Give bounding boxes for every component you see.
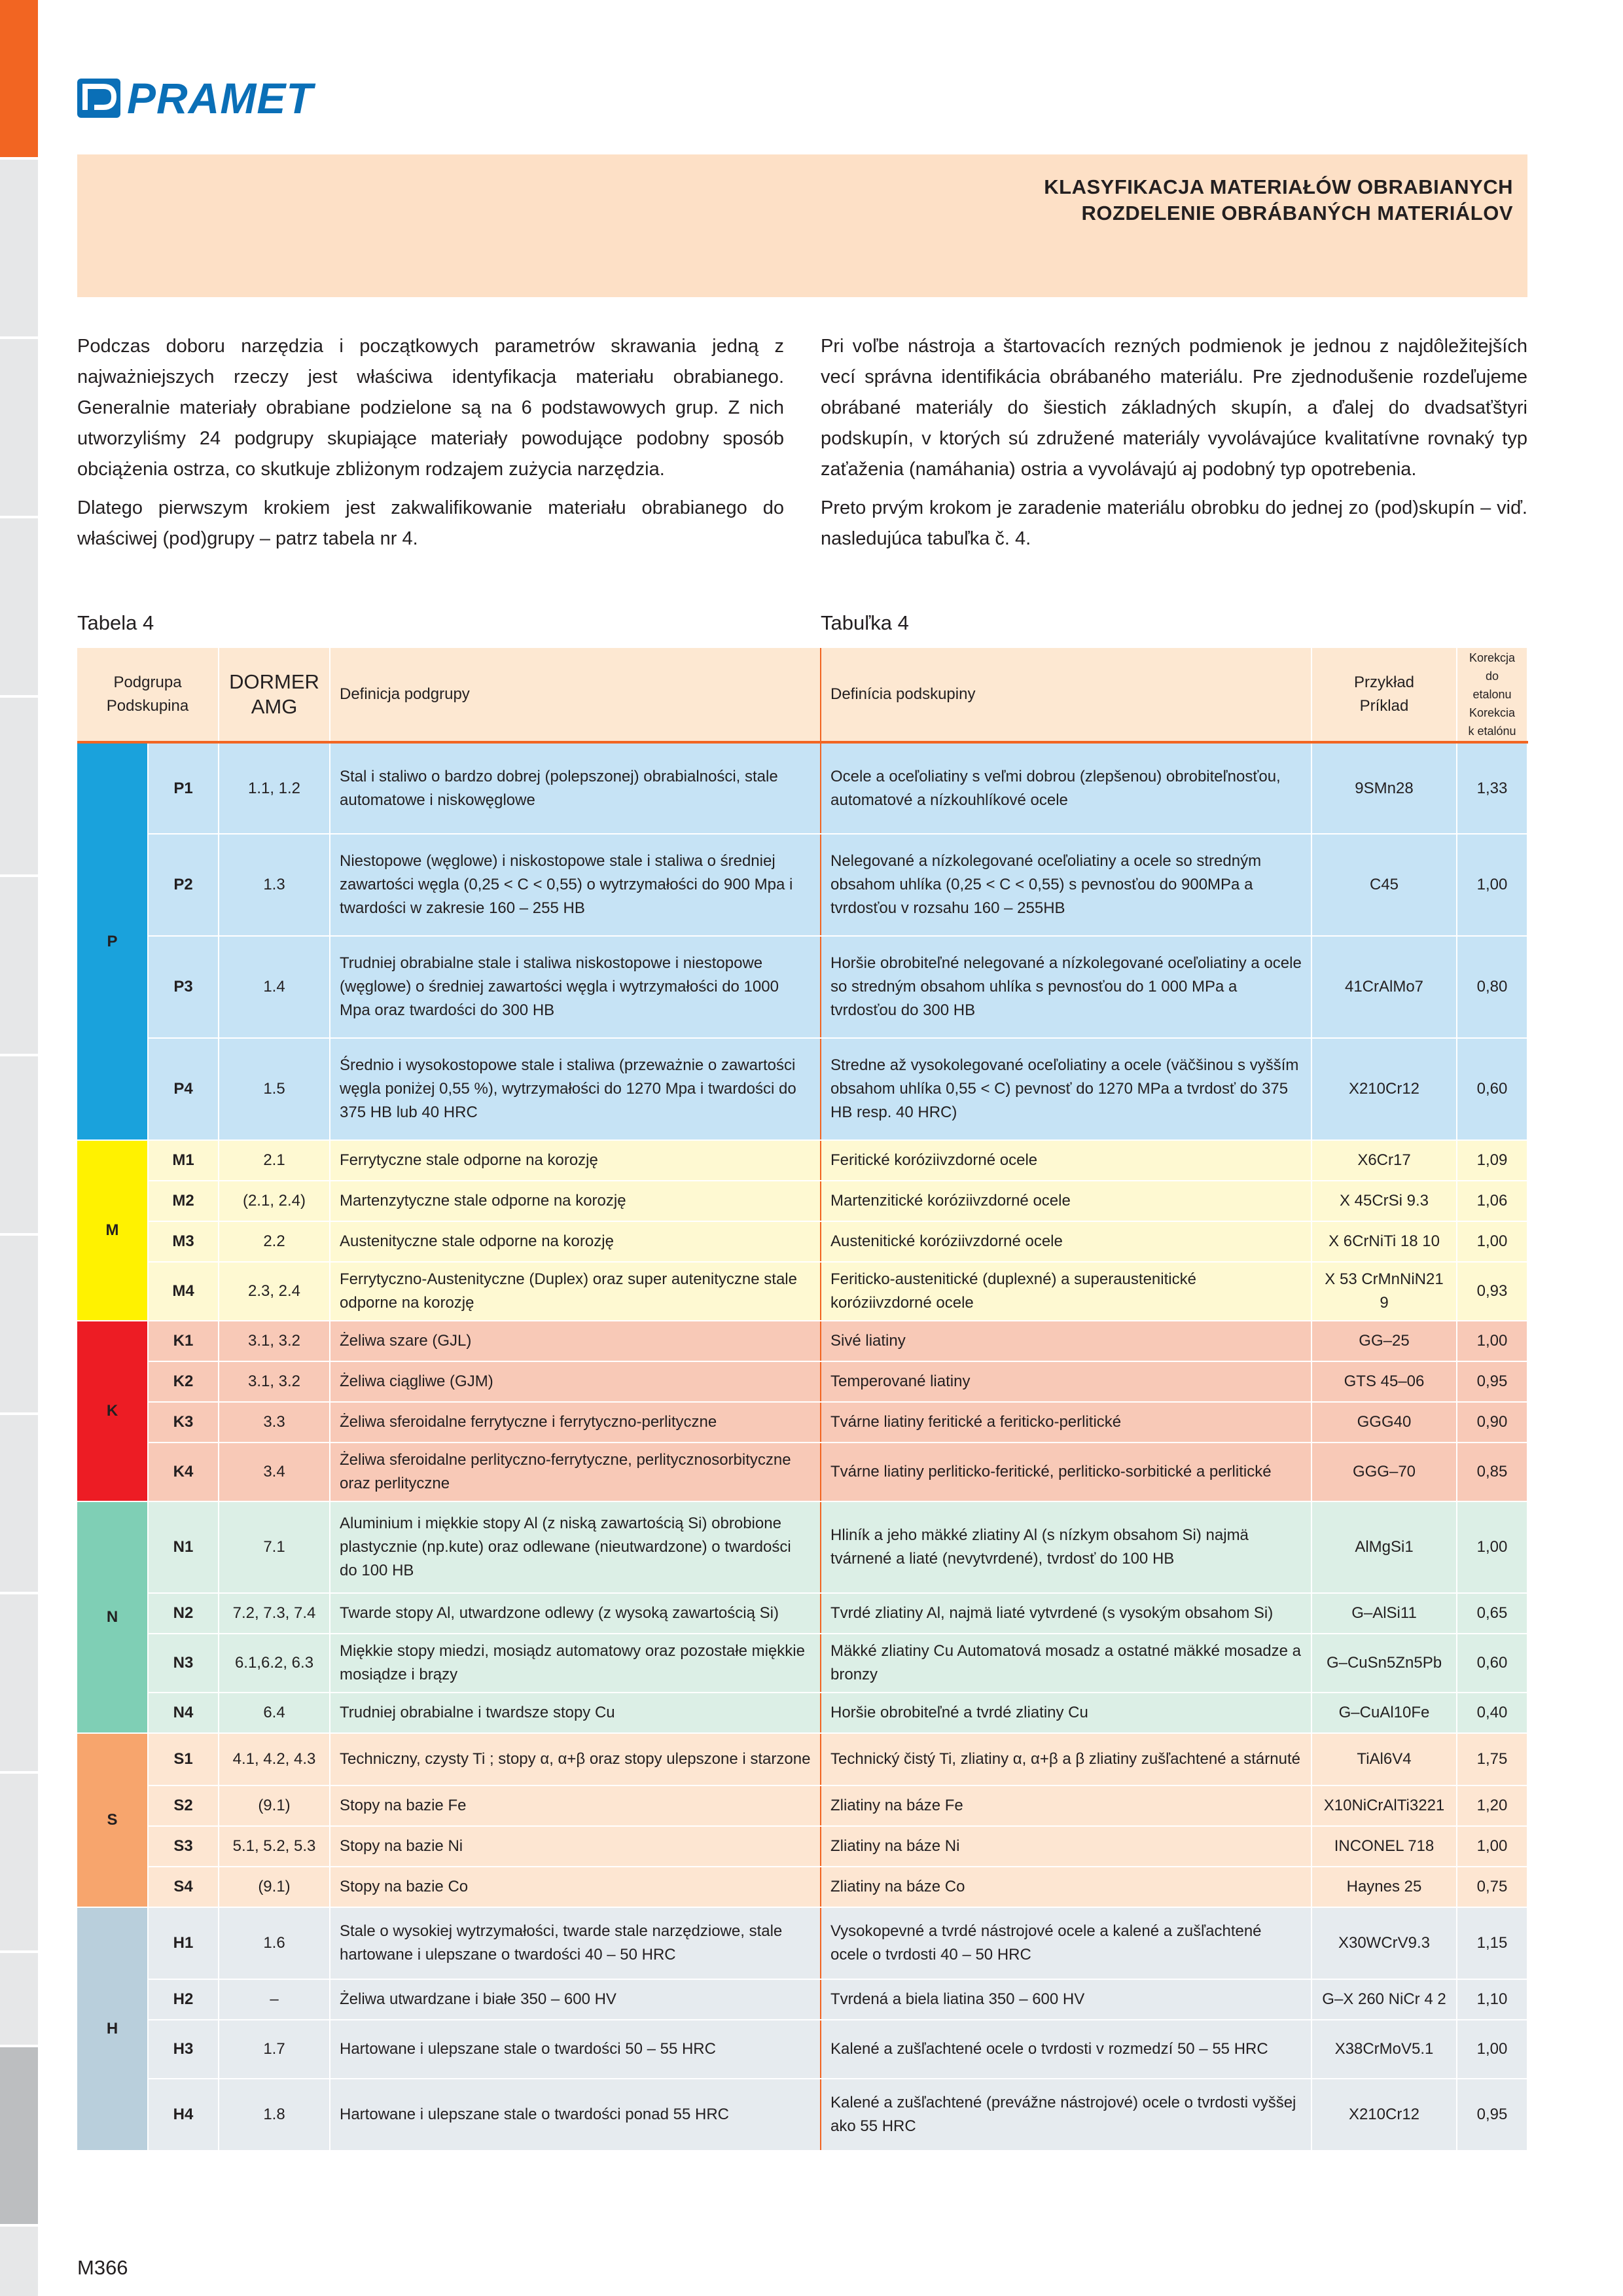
dormer-amg-value: 2.3, 2.4 (219, 1262, 330, 1321)
side-tab (0, 1953, 38, 2045)
table-caption-sk: Tabuľka 4 (821, 611, 909, 634)
dormer-amg-value: (9.1) (219, 1785, 330, 1826)
dormer-amg-value: 5.1, 5.2, 5.3 (219, 1826, 330, 1867)
correction-factor: 0,85 (1457, 1443, 1527, 1501)
example-material: G–CuAl10Fe (1311, 1693, 1457, 1733)
table-row (77, 1361, 1527, 1402)
table-row (77, 1979, 1527, 2020)
dormer-amg-value: 1.3 (219, 834, 330, 936)
side-tab (0, 1056, 38, 1233)
header-definition-pl: Definicja podgrupy (330, 648, 821, 742)
definition-sk: Kalené a zušľachtené ocele o tvrdosti v rozmedzí 50 – 55 HRC (821, 2020, 1311, 2079)
correction-factor: 0,40 (1457, 1693, 1527, 1733)
dormer-amg-value: 1.4 (219, 936, 330, 1038)
definition-pl: Aluminium i miękkie stopy Al (z niską zawartością Si) obrobione plastycznie (np.kute) oraz odlewane (nieutwardzone) o twardości do 100 HB (330, 1501, 821, 1593)
subgroup-code: S2 (148, 1785, 219, 1826)
definition-sk: Tvrdená a biela liatina 350 – 600 HV (821, 1979, 1311, 2020)
correction-factor: 0,95 (1457, 2079, 1527, 2151)
definition-sk: Tvárne liatiny feritické a feriticko-perlitické (821, 1402, 1311, 1443)
side-tab (0, 1236, 38, 1412)
table-row (77, 1321, 1527, 1361)
dormer-amg-value: 3.3 (219, 1402, 330, 1443)
subgroup-code: H4 (148, 2079, 219, 2151)
table-header-row (77, 648, 1527, 742)
brand-name: PRAMET (127, 74, 313, 122)
example-material: X 53 CrMnNiN21 9 (1311, 1262, 1457, 1321)
example-material: X10NiCrAlTi3221 (1311, 1785, 1457, 1826)
dormer-amg-value: 3.4 (219, 1443, 330, 1501)
table-row (77, 1867, 1527, 1907)
page-number: M366 (77, 2256, 128, 2279)
dormer-amg-value: 1.8 (219, 2079, 330, 2151)
header-example (1311, 648, 1457, 742)
table-row (77, 1693, 1527, 1733)
correction-factor: 1,00 (1457, 834, 1527, 936)
example-material: INCONEL 718 (1311, 1826, 1457, 1867)
correction-factor: 1,09 (1457, 1140, 1527, 1181)
subgroup-code: M4 (148, 1262, 219, 1321)
header-group-pl: Podgrupa (113, 673, 182, 691)
definition-pl: Stal i staliwo o bardzo dobrej (polepszonej) obrabialności, stale automatowe i niskowęglowe (330, 742, 821, 834)
correction-factor: 1,00 (1457, 1501, 1527, 1593)
subgroup-code: N4 (148, 1693, 219, 1733)
table-row (77, 1907, 1527, 1979)
header-correction-pl-1: Korekcja (1469, 651, 1516, 664)
subgroup-code: H3 (148, 2020, 219, 2079)
subgroup-code: K3 (148, 1402, 219, 1443)
header-amg-label: AMG (251, 695, 298, 718)
definition-sk: Nelegované a nízkolegované oceľoliatiny a ocele so stredným obsahom uhlíka (0,25 < C < 0,55) s pevnosťou do 900MPa a tvrdosťou v rozsahu 160 – 255HB (821, 834, 1311, 936)
group-letter: K (77, 1321, 148, 1501)
correction-factor: 1,00 (1457, 2020, 1527, 2079)
definition-sk: Temperované liatiny (821, 1361, 1311, 1402)
dormer-amg-value: 6.1,6.2, 6.3 (219, 1634, 330, 1693)
dormer-amg-value: 3.1, 3.2 (219, 1361, 330, 1402)
correction-factor: 0,75 (1457, 1867, 1527, 1907)
side-tab (0, 1594, 38, 1771)
definition-sk: Hliník a jeho mäkké zliatiny Al (s nízkym obsahom Si) najmä tvárnené a liaté (nevytvrdené), tvrdosť do 100 HB (821, 1501, 1311, 1593)
definition-sk: Sivé liatiny (821, 1321, 1311, 1361)
definition-pl: Trudniej obrabialne stale i staliwa niskostopowe i niestopowe (węglowe) o średniej zawartości węgla i wytrzymałości do 1000 Mpa oraz twardości do 300 HB (330, 936, 821, 1038)
table-caption-pl: Tabela 4 (77, 611, 154, 634)
correction-factor: 1,75 (1457, 1733, 1527, 1785)
table-body (77, 742, 1527, 2151)
dormer-amg-value: 1.7 (219, 2020, 330, 2079)
header-example-pl: Przykład (1353, 673, 1415, 691)
definition-pl: Miękkie stopy miedzi, mosiądz automatowy oraz pozostałe miękkie mosiądze i brązy (330, 1634, 821, 1693)
dormer-amg-value: – (219, 1979, 330, 2020)
definition-sk: Horšie obrobiteľné a tvrdé zliatiny Cu (821, 1693, 1311, 1733)
definition-sk: Austenitické koróziivzdorné ocele (821, 1221, 1311, 1262)
page-title-sk: ROZDELENIE OBRÁBANÝCH MATERIÁLOV (1081, 202, 1513, 224)
example-material: G–AlSi11 (1311, 1593, 1457, 1634)
material-classification-table (77, 648, 1528, 2151)
side-tab (0, 877, 38, 1054)
example-material: GTS 45–06 (1311, 1361, 1457, 1402)
intro-text-pl (77, 331, 784, 562)
table-row (77, 1501, 1527, 1593)
subgroup-code: S1 (148, 1733, 219, 1785)
definition-sk: Martenzitické koróziivzdorné ocele (821, 1181, 1311, 1221)
subgroup-code: S3 (148, 1826, 219, 1867)
definition-pl: Twarde stopy Al, utwardzone odlewy (z wysoką zawartością Si) (330, 1593, 821, 1634)
side-tab (0, 2227, 38, 2296)
definition-pl: Stopy na bazie Fe (330, 1785, 821, 1826)
header-correction-sk-2: k etalónu (1468, 725, 1516, 738)
subgroup-code: M2 (148, 1181, 219, 1221)
example-material: X38CrMoV5.1 (1311, 2020, 1457, 2079)
definition-sk: Mäkké zliatiny Cu Automatová mosadz a ostatné mäkké mosadze a bronzy (821, 1634, 1311, 1693)
subgroup-code: P1 (148, 742, 219, 834)
correction-factor: 0,95 (1457, 1361, 1527, 1402)
definition-sk: Horšie obrobiteľné nelegované a nízkolegované oceľoliatiny a ocele so stredným obsahom uhlíka s pevnosťou do 1 000 MPa a tvrdosťou do 300 HB (821, 936, 1311, 1038)
example-material: X 45CrSi 9.3 (1311, 1181, 1457, 1221)
definition-pl: Hartowane i ulepszane stale o twardości ponad 55 HRC (330, 2079, 821, 2151)
table-row (77, 1785, 1527, 1826)
table-row (77, 1181, 1527, 1221)
definition-sk: Vysokopevné a tvrdé nástrojové ocele a kalené a zušľachtené ocele o tvrdosti 40 – 50 HRC (821, 1907, 1311, 1979)
example-material: 41CrAlMo7 (1311, 936, 1457, 1038)
dormer-amg-value: 2.1 (219, 1140, 330, 1181)
side-tab (0, 339, 38, 516)
dormer-amg-value: 4.1, 4.2, 4.3 (219, 1733, 330, 1785)
dormer-amg-value: 2.2 (219, 1221, 330, 1262)
header-dormer (219, 648, 330, 742)
example-material: G–X 260 NiCr 4 2 (1311, 1979, 1457, 2020)
example-material: GGG40 (1311, 1402, 1457, 1443)
group-letter: M (77, 1140, 148, 1321)
side-tab (0, 698, 38, 874)
correction-factor: 1,00 (1457, 1221, 1527, 1262)
table-row (77, 1038, 1527, 1140)
side-tab (0, 1774, 38, 1950)
example-material: 9SMn28 (1311, 742, 1457, 834)
header-correction-pl-2: do etalonu (1472, 670, 1512, 701)
subgroup-code: N3 (148, 1634, 219, 1693)
table-row (77, 1593, 1527, 1634)
header-example-sk: Príklad (1359, 697, 1409, 715)
definition-sk: Tvárne liatiny perliticko-feritické, perliticko-sorbitické a perlitické (821, 1443, 1311, 1501)
definition-sk: Zliatiny na báze Fe (821, 1785, 1311, 1826)
definition-pl: Techniczny, czysty Ti ; stopy α, α+β oraz stopy ulepszone i starzone (330, 1733, 821, 1785)
table-row (77, 834, 1527, 936)
table-row (77, 1262, 1527, 1321)
table-row (77, 1402, 1527, 1443)
correction-factor: 1,06 (1457, 1181, 1527, 1221)
correction-factor: 0,60 (1457, 1038, 1527, 1140)
header-correction-sk-1: Korekcia (1469, 706, 1516, 719)
correction-factor: 0,90 (1457, 1402, 1527, 1443)
table-row (77, 742, 1527, 834)
definition-pl: Martenzytyczne stale odporne na korozję (330, 1181, 821, 1221)
example-material: GG–25 (1311, 1321, 1457, 1361)
subgroup-code: N2 (148, 1593, 219, 1634)
subgroup-code: N1 (148, 1501, 219, 1593)
subgroup-code: H1 (148, 1907, 219, 1979)
header-group-sk: Podskupina (106, 697, 189, 715)
example-material: G–CuSn5Zn5Pb (1311, 1634, 1457, 1693)
dormer-amg-value: (9.1) (219, 1867, 330, 1907)
side-tab (0, 518, 38, 695)
subgroup-code: P4 (148, 1038, 219, 1140)
subgroup-code: M1 (148, 1140, 219, 1181)
intro-paragraph: Podczas doboru narzędzia i początkowych parametrów skrawania jedną z najważniejszych rzeczy jest właściwa identyfikacja materiału obrabianego. Generalnie materiały obrabiane podzielone są na 6 podstawowych grup. Z nich utworzyliśmy 24 podgrupy skupiające materiały powodujące podobny sposób obciążenia ostrza, co skutkuje zbliżonym rodzajem zużycia narzędzia. (77, 336, 784, 480)
definition-pl: Żeliwa sferoidalne ferrytyczne i ferrytyczno-perlityczne (330, 1402, 821, 1443)
definition-pl: Ferrytyczne stale odporne na korozję (330, 1140, 821, 1181)
definition-pl: Stale o wysokiej wytrzymałości, twarde stale narzędziowe, stale hartowane i ulepszane o twardości 40 – 50 HRC (330, 1907, 821, 1979)
intro-paragraph: Preto prvým krokom je zaradenie materiálu obrobku do jednej zo (pod)skupín – viď. nasledujúca tabuľka č. 4. (821, 497, 1527, 549)
group-letter: H (77, 1907, 148, 2151)
dormer-amg-value: 3.1, 3.2 (219, 1321, 330, 1361)
group-letter: P (77, 742, 148, 1140)
correction-factor: 0,60 (1457, 1634, 1527, 1693)
definition-pl: Żeliwa sferoidalne perlityczno-ferrytyczne, perlitycznosorbityczne oraz perlityczne (330, 1443, 821, 1501)
side-tab (0, 160, 38, 336)
header-correction (1457, 648, 1527, 742)
table-row (77, 1443, 1527, 1501)
intro-paragraph: Pri voľbe nástroja a štartovacích rezných podmienok je jednou z najdôležitejších vecí správna identifikácia obrábaného materiálu. Pre zjednodušenie rozdeľujeme obrábané materiály do šiestich základných skupín, a ďalej do dvadsaťštyri podskupín, v ktorých sú združené materiály vyvolávajúce kvalitatívne rovnaký typ zaťaženia (namáhania) ostria a vyvolávajú aj podobný typ opotrebenia. (821, 336, 1527, 480)
side-tab-strip (0, 0, 38, 2296)
side-tab (0, 1415, 38, 1592)
dormer-amg-value: 6.4 (219, 1693, 330, 1733)
correction-factor: 1,00 (1457, 1826, 1527, 1867)
correction-factor: 1,20 (1457, 1785, 1527, 1826)
correction-factor: 1,15 (1457, 1907, 1527, 1979)
definition-sk: Kalené a zušľachtené (prevážne nástrojové) ocele o tvrdosti vyššej ako 55 HRC (821, 2079, 1311, 2151)
definition-pl: Ferrytyczno-Austenityczne (Duplex) oraz super autenityczne stale odporne na korozję (330, 1262, 821, 1321)
side-tab-active (0, 0, 38, 157)
correction-factor: 0,80 (1457, 936, 1527, 1038)
table-row (77, 1826, 1527, 1867)
definition-sk: Technický čistý Ti, zliatiny α, α+β a β zliatiny zušľachtené a stárnuté (821, 1733, 1311, 1785)
header-group (77, 648, 219, 742)
example-material: X6Cr17 (1311, 1140, 1457, 1181)
definition-pl: Niestopowe (węglowe) i niskostopowe stale i staliwa o średniej zawartości węgla (0,25 < C < 0,55) o wytrzymałości do 900 Mpa i twardości w zakresie 160 – 255 HB (330, 834, 821, 936)
subgroup-code: H2 (148, 1979, 219, 2020)
dormer-amg-value: 1.6 (219, 1907, 330, 1979)
table-row (77, 1733, 1527, 1785)
group-letter: S (77, 1733, 148, 1907)
correction-factor: 0,65 (1457, 1593, 1527, 1634)
table-row (77, 1140, 1527, 1181)
subgroup-code: M3 (148, 1221, 219, 1262)
pramet-logo-mark (77, 79, 120, 118)
table-row (77, 2020, 1527, 2079)
correction-factor: 1,33 (1457, 742, 1527, 834)
definition-pl: Hartowane i ulepszane stale o twardości 50 – 55 HRC (330, 2020, 821, 2079)
example-material: TiAl6V4 (1311, 1733, 1457, 1785)
example-material: X30WCrV9.3 (1311, 1907, 1457, 1979)
example-material: Haynes 25 (1311, 1867, 1457, 1907)
example-material: X 6CrNiTi 18 10 (1311, 1221, 1457, 1262)
dormer-amg-value: (2.1, 2.4) (219, 1181, 330, 1221)
table-row (77, 1221, 1527, 1262)
intro-paragraph: Dlatego pierwszym krokiem jest zakwalifikowanie materiału obrabianego do właściwej (pod)grupy – patrz tabela nr 4. (77, 497, 784, 549)
side-tab-current-section (0, 2047, 38, 2224)
definition-pl: Średnio i wysokostopowe stale i staliwa (przeważnie o zawartości węgla poniżej 0,55 %), wytrzymałości do 1270 Mpa i twardości do 375 HB lub 40 HRC (330, 1038, 821, 1140)
example-material: X210Cr12 (1311, 2079, 1457, 2151)
example-material: AlMgSi1 (1311, 1501, 1457, 1593)
group-letter: N (77, 1501, 148, 1733)
example-material: GGG–70 (1311, 1443, 1457, 1501)
example-material: X210Cr12 (1311, 1038, 1457, 1140)
example-material: C45 (1311, 834, 1457, 936)
table-row (77, 936, 1527, 1038)
table-row (77, 1634, 1527, 1693)
definition-pl: Austenityczne stale odporne na korozję (330, 1221, 821, 1262)
definition-sk: Tvrdé zliatiny Al, najmä liaté vytvrdené (s vysokým obsahom Si) (821, 1593, 1311, 1634)
correction-factor: 1,00 (1457, 1321, 1527, 1361)
header-band (77, 154, 1527, 297)
definition-pl: Żeliwa szare (GJL) (330, 1321, 821, 1361)
definition-pl: Stopy na bazie Ni (330, 1826, 821, 1867)
definition-sk: Stredne až vysokolegované oceľoliatiny a ocele (väčšinou s vyšším obsahom uhlíka 0,55 < C) pevnosť do 1270 MPa a tvrdosť do 375 HB resp. 40 HRC) (821, 1038, 1311, 1140)
subgroup-code: K4 (148, 1443, 219, 1501)
definition-pl: Stopy na bazie Co (330, 1867, 821, 1907)
header-definition-sk: Definícia podskupiny (821, 648, 1311, 742)
subgroup-code: P3 (148, 936, 219, 1038)
dormer-amg-value: 7.2, 7.3, 7.4 (219, 1593, 330, 1634)
pramet-logo (77, 74, 313, 122)
subgroup-code: P2 (148, 834, 219, 936)
definition-pl: Trudniej obrabialne i twardsze stopy Cu (330, 1693, 821, 1733)
dormer-amg-value: 1.5 (219, 1038, 330, 1140)
definition-sk: Zliatiny na báze Co (821, 1867, 1311, 1907)
correction-factor: 0,93 (1457, 1262, 1527, 1321)
dormer-amg-value: 7.1 (219, 1501, 330, 1593)
definition-sk: Feritické koróziivzdorné ocele (821, 1140, 1311, 1181)
subgroup-code: K1 (148, 1321, 219, 1361)
definition-sk: Ocele a oceľoliatiny s veľmi dobrou (zlepšenou) obrobiteľnosťou, automatové a nízkouhlíkové ocele (821, 742, 1311, 834)
subgroup-code: S4 (148, 1867, 219, 1907)
definition-pl: Żeliwa ciągliwe (GJM) (330, 1361, 821, 1402)
definition-sk: Zliatiny na báze Ni (821, 1826, 1311, 1867)
page-title-pl: KLASYFIKACJA MATERIAŁÓW OBRABIANYCH (1044, 175, 1513, 198)
definition-pl: Żeliwa utwardzane i białe 350 – 600 HV (330, 1979, 821, 2020)
definition-sk: Feriticko-austenitické (duplexné) a superaustenitické koróziivzdorné ocele (821, 1262, 1311, 1321)
subgroup-code: K2 (148, 1361, 219, 1402)
header-dormer-label: DORMER (229, 670, 319, 693)
intro-text-sk (821, 331, 1527, 562)
correction-factor: 1,10 (1457, 1979, 1527, 2020)
table-row (77, 2079, 1527, 2151)
dormer-amg-value: 1.1, 1.2 (219, 742, 330, 834)
